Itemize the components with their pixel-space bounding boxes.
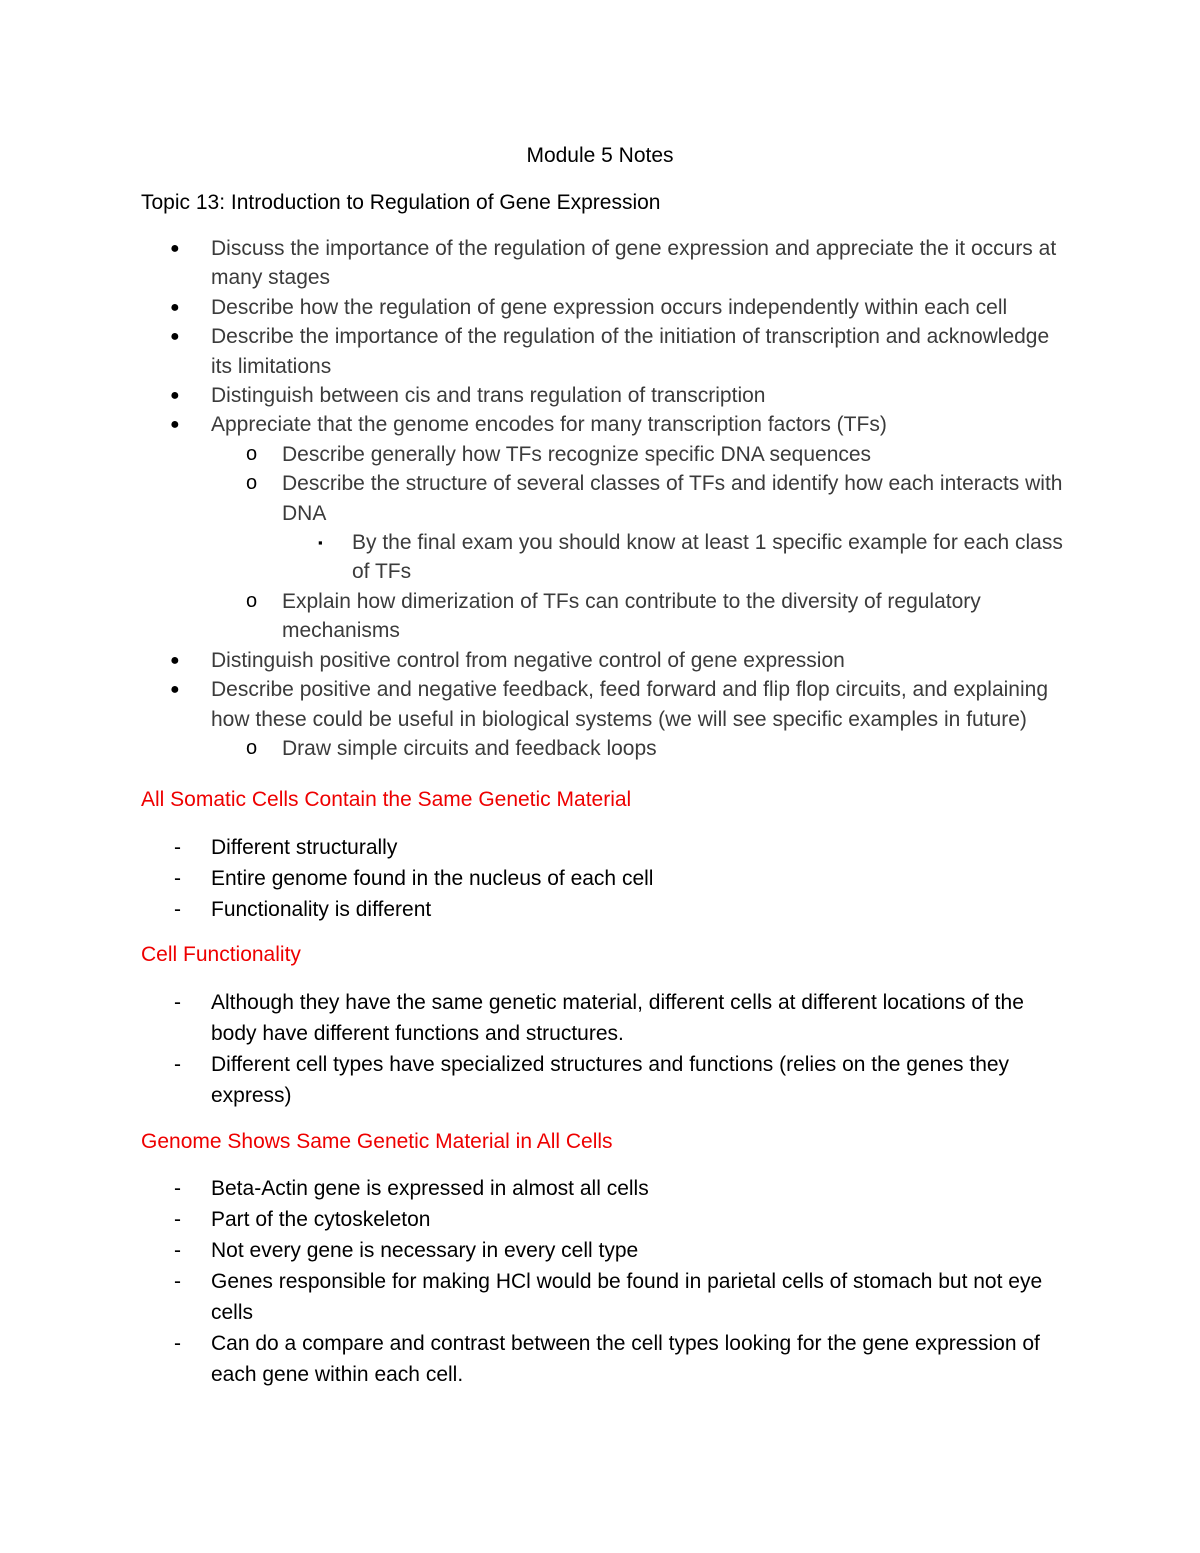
circle-marker: o [246,472,258,495]
objective-subitem [0,440,1072,469]
objective-item [0,234,1071,293]
bullet-marker: ● [170,651,180,669]
section-heading: Cell Functionality [141,943,301,966]
dash-marker: - [174,867,181,890]
objective-text: Describe the importance of the regulation of the initiation of transcription and acknowledge its limitations [211,325,1050,378]
list-item [0,1266,1071,1328]
bullet-marker: ● [170,240,180,257]
objective-subsubitem [0,528,1072,587]
objective-text: Draw simple circuits and feedback loops [282,736,657,760]
list-item [0,832,1071,863]
list-item [0,1173,1071,1204]
dash-marker: - [174,1270,181,1293]
list-item [0,1235,1071,1266]
list-item-text: Genes responsible for making HCl would be found in parietal cells of stomach but not eye cells [211,1270,1043,1324]
list-item-text: Although they have the same genetic material, different cells at different locations of the body have different functions and structures. [211,991,1024,1045]
dash-marker: - [174,1239,181,1262]
list-item-text: Can do a compare and contrast between the cell types looking for the gene expression of each gene within each cell. [211,1332,1040,1386]
bullet-marker: ● [170,681,180,699]
page-title: Module 5 Notes [526,144,674,167]
list-item-text: Entire genome found in the nucleus of each cell [211,867,654,890]
dash-marker: - [174,991,181,1014]
learning-objectives-list [0,234,1200,763]
objective-subitem [0,469,1072,528]
objective-item [0,675,1071,734]
objective-text: Discuss the importance of the regulation of gene expression and appreciate the it occurs at many stages [211,237,1057,290]
objective-text: By the final exam you should know at least 1 specific example for each class of TFs [352,531,1063,584]
objective-item [0,646,1071,675]
objective-text: Distinguish between cis and trans regulation of transcription [211,384,766,408]
bullet-marker: ● [170,298,180,316]
section-list [0,1173,1200,1390]
section-list [0,832,1200,925]
objective-item [0,293,1071,322]
objective-text: Describe how the regulation of gene expression occurs independently within each cell [211,295,1008,319]
objective-text: Describe the structure of several classes of TFs and identify how each interacts with DNA [282,472,1063,525]
list-item-text: Part of the cytoskeleton [211,1208,431,1231]
objective-text: Appreciate that the genome encodes for many transcription factors (TFs) [211,413,887,437]
section-heading: Genome Shows Same Genetic Material in All Cells [141,1130,613,1153]
list-item [0,1049,1071,1111]
objective-subitem [0,587,1072,646]
list-item [0,987,1071,1049]
objective-item [0,381,1071,410]
list-item-text: Different cell types have specialized structures and functions (relies on the genes they express) [211,1053,1010,1107]
objective-subitem [0,734,1072,763]
objective-text: Describe generally how TFs recognize specific DNA sequences [282,442,872,466]
bullet-marker: ● [170,328,180,346]
bullet-marker: ● [170,387,180,405]
bullet-marker: ● [170,416,180,434]
topic-heading: Topic 13: Introduction to Regulation of Gene Expression [141,191,661,214]
objective-text: Describe positive and negative feedback, feed forward and flip flop circuits, and explaining how these could be useful in biological systems (we will see specific examples in future) [211,678,1048,731]
list-item [0,1204,1071,1235]
list-item-text: Different structurally [211,836,398,859]
dash-marker: - [174,898,181,921]
objective-text: Distinguish positive control from negative control of gene expression [211,648,845,672]
list-item-text: Functionality is different [211,898,432,921]
circle-marker: o [246,589,258,612]
list-item-text: Beta-Actin gene is expressed in almost all cells [211,1177,649,1200]
square-marker: ▪ [318,535,323,551]
objective-item [0,410,1071,439]
dash-marker: - [174,1208,181,1231]
list-item [0,1328,1071,1390]
dash-marker: - [174,1053,181,1076]
dash-marker: - [174,836,181,859]
circle-marker: o [246,442,258,465]
objective-item [0,322,1071,381]
section-list [0,987,1200,1111]
dash-marker: - [174,1332,181,1355]
list-item [0,863,1071,894]
objective-text: Explain how dimerization of TFs can contribute to the diversity of regulatory mechanisms [282,589,981,643]
list-item [0,894,1071,925]
dash-marker: - [174,1177,181,1200]
list-item-text: Not every gene is necessary in every cell type [211,1239,639,1262]
circle-marker: o [246,736,258,759]
section-heading: All Somatic Cells Contain the Same Genetic Material [141,788,632,811]
